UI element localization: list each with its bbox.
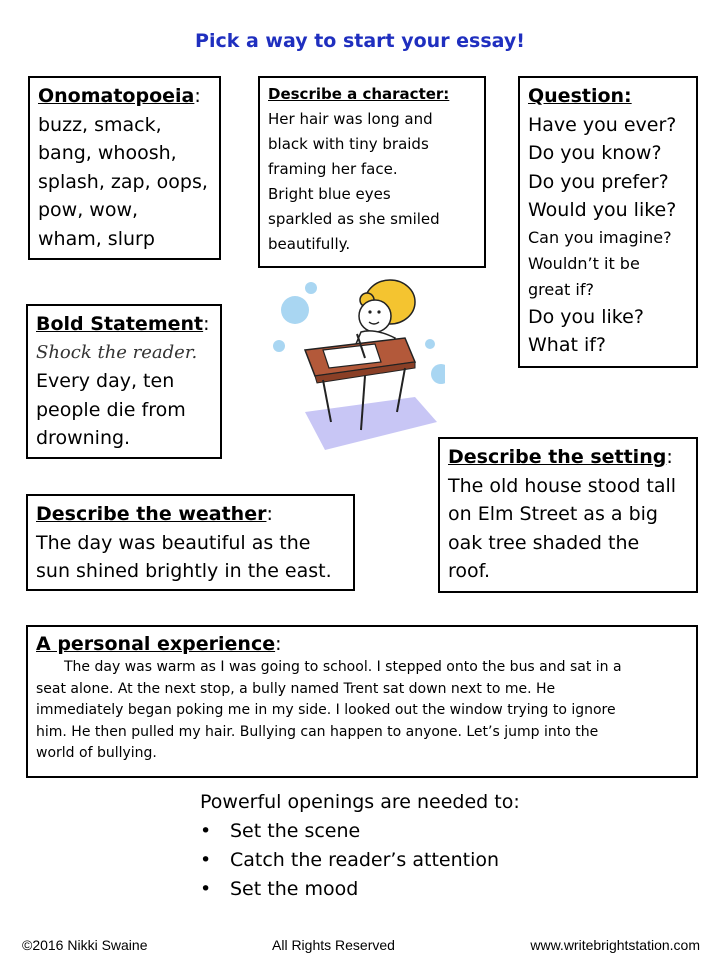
- question-line: Have you ever?: [528, 113, 677, 136]
- bold-statement-box: [26, 304, 222, 459]
- personal-line: [36, 657, 688, 679]
- personal-text: [36, 657, 688, 765]
- floor-shadow: [305, 397, 437, 450]
- bold-statement-line: drowning.: [36, 427, 131, 449]
- onomatopoeia-heading-row: Onomatopoeia:: [38, 85, 201, 107]
- question-line-small: Wouldn’t it be: [528, 253, 640, 273]
- bubble-icon: [425, 339, 435, 349]
- openings-item: Set the scene: [230, 820, 361, 842]
- setting-line: roof.: [448, 560, 490, 582]
- personal-line: him. He then pulled my hair. Bullying can happen to anyone. Let’s jump into the: [36, 723, 599, 740]
- question-line: Do you know?: [528, 142, 662, 164]
- weather-heading: Describe the weather: [36, 503, 267, 525]
- openings-item: Set the mood: [230, 878, 359, 900]
- personal-line: world of bullying.: [36, 745, 157, 761]
- personal-line: immediately began poking me in my side. I looked out the window trying to ignore: [36, 702, 616, 718]
- personal-heading-row: A personal experience:: [36, 633, 282, 655]
- list-item: [200, 875, 520, 904]
- personal-experience-box: [26, 625, 698, 778]
- character-line: Her hair was long and: [268, 110, 433, 128]
- onomatopoeia-line: bang, whoosh,: [38, 142, 177, 164]
- weather-heading-row: Describe the weather:: [36, 503, 273, 525]
- setting-heading: Describe the setting: [448, 446, 667, 468]
- question-line-small: great if?: [528, 279, 594, 299]
- footer-rights: All Rights Reserved: [272, 937, 395, 953]
- bold-statement-heading-row: Bold Statement:: [36, 313, 210, 335]
- weather-box: [26, 494, 355, 591]
- setting-heading-row: Describe the setting:: [448, 446, 673, 468]
- question-box: [518, 76, 698, 368]
- eye-icon: [368, 310, 371, 313]
- question-line: Do you prefer?: [528, 170, 669, 193]
- onomatopoeia-heading: Onomatopoeia: [38, 85, 195, 107]
- list-item: [200, 846, 520, 875]
- bullet-icon: •: [200, 820, 212, 842]
- bullet-icon: •: [200, 849, 212, 871]
- weather-line: The day was beautiful as the: [36, 531, 311, 554]
- onomatopoeia-line: pow, wow,: [38, 199, 139, 221]
- bold-statement-heading: Bold Statement: [36, 313, 204, 335]
- footer-website: www.writebrightstation.com: [530, 937, 700, 953]
- question-line-small: Can you imagine?: [528, 227, 672, 247]
- question-heading: Question:: [528, 85, 632, 107]
- bold-statement-line: Every day, ten: [36, 370, 175, 392]
- character-line: Bright blue eyes: [268, 185, 391, 203]
- character-box: [258, 76, 486, 268]
- setting-box: [438, 437, 698, 593]
- bold-statement-line: people die from: [36, 398, 186, 421]
- openings-item: Catch the reader’s attention: [230, 849, 500, 871]
- onomatopoeia-line: wham, slurp: [38, 227, 155, 250]
- list-item: [200, 817, 520, 846]
- personal-line-text: The day was warm as I was going to school. I stepped onto the bus and sat in a: [64, 659, 622, 675]
- character-line: sparkled as she smiled: [268, 210, 440, 228]
- character-heading: Describe a character:: [268, 85, 450, 103]
- onomatopoeia-line: splash, zap, oops,: [38, 170, 208, 193]
- bubble-icon: [305, 282, 317, 294]
- onomatopoeia-box: [28, 76, 221, 260]
- bullet-icon: •: [200, 878, 212, 900]
- face-icon: [359, 300, 391, 332]
- personal-line: seat alone. At the next stop, a bully named Trent sat down next to me. He: [36, 680, 556, 697]
- openings-section: [200, 788, 520, 904]
- question-line: Would you like?: [528, 199, 677, 221]
- onomatopoeia-line: buzz, smack,: [38, 113, 162, 136]
- setting-line: oak tree shaded the: [448, 531, 640, 554]
- bubble-icon: [281, 296, 309, 324]
- bubble-icon: [431, 364, 445, 384]
- openings-intro: Powerful openings are needed to:: [200, 791, 520, 813]
- weather-line: sun shined brightly in the east.: [36, 560, 332, 582]
- openings-list: [200, 817, 520, 904]
- character-line: black with tiny braids: [268, 135, 429, 153]
- bubble-icon: [273, 340, 285, 352]
- page-title: Pick a way to start your essay!: [195, 30, 525, 52]
- setting-line: The old house stood tall: [448, 474, 677, 497]
- question-line: Do you like?: [528, 305, 644, 328]
- character-line: framing her face.: [268, 160, 398, 178]
- student-writing-illustration: [265, 272, 445, 457]
- character-line: beautifully.: [268, 235, 351, 253]
- setting-line: on Elm Street as a big: [448, 503, 658, 525]
- personal-heading: A personal experience: [36, 633, 276, 655]
- bold-statement-hook: Shock the reader.: [36, 341, 198, 363]
- footer-copyright: ©2016 Nikki Swaine: [22, 937, 148, 953]
- question-line: What if?: [528, 334, 607, 356]
- eye-icon: [377, 310, 380, 313]
